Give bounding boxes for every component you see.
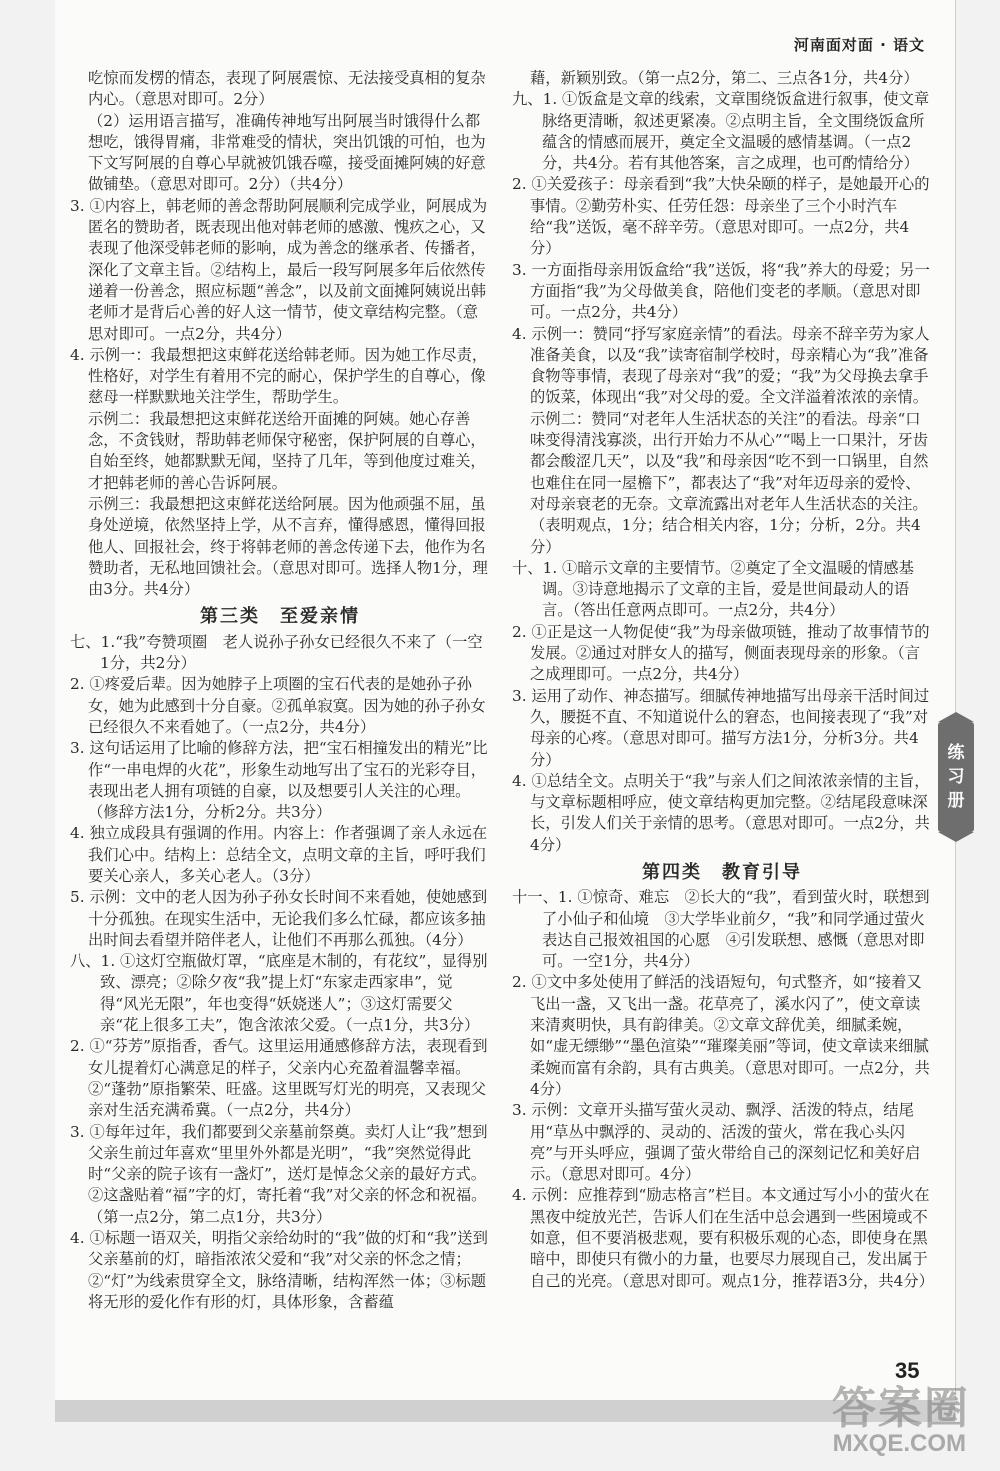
answer-paragraph: 示例三：我最想把这束鲜花送给阿展。因为他顽强不屈，虽身处逆境，依然坚持上学，从不言弃，懂得感恩，懂得回报他人、回报社会，终于将韩老师的善念传递下去，他作为名赞助者，无私地回馈社会。（意思对即可。选择人物1分，理由3分。共4分） — [88, 494, 488, 599]
tab-char-2: 习 — [947, 767, 965, 787]
answer-paragraph: 七、1.“我”夸赞项圈 老人说孙子孙女已经很久不来了（一空1分，共2分） — [70, 632, 483, 673]
answer-paragraph: 4. 示例一：我最想把这束鲜花送给韩老师。因为她工作尽责，性格好，对学生有着用不完的耐心，保护学生的自尊心，像慈母一样默默地关注学生，帮助学生。 — [70, 345, 488, 407]
answer-paragraph: 3. 这句话运用了比喻的修辞方法，把“宝石相撞发出的精光”比作“一串电焊的火花”，形象生动地写出了宝石的光彩夺目，表现出老人拥有项链的自豪，以及想要引人关注的心理。（修辞方法1分，分析2分。共3分） — [70, 739, 488, 822]
answer-paragraph: 示例二：我最想把这束鲜花送给开面摊的阿姨。她心存善念，不贪钱财，帮助韩老师保守秘密，保护阿展的自尊心，自始至终，她都默默无闻，坚持了几年，等到他度过难关，才把韩老师的善心告诉阿展。 — [88, 409, 486, 492]
answer-paragraph: 示例二：赞同“对老年人生活状态的关注”的看法。母亲“口味变得清浅寡淡，出行开始力不从心”“喝上一口果汁，牙齿都会酸涩几天”，以及“我”和母亲因“吃不到一口锅里，自然也难住在同一屋檐下”，都表达了“我”对年迈母亲的爱怜、对母亲衰老的无奈。文章流露出对老年人生活状态的关注。（表明观点，1分；结合相关内容，1分；分析，2分。共4分） — [530, 409, 929, 556]
answer-paragraph: 4. 示例：应推荐到“励志格言”栏目。本文通过写小小的萤火在黑夜中绽放光芒，告诉人们在生活中总会遇到一些困境或不如意，但不要消极悲观，要有积极乐观的心态，即使身在黑暗中，即使只有微小的力量，也要尽力展现自己，发出属于自己的光亮。（意思对即可。观点1分，推荐语3分，共4分） — [512, 1186, 934, 1290]
answer-paragraph: 3. ①每年过年，我们都要到父亲墓前祭奠。卖灯人让“我”想到父亲生前过年喜欢“里里外外都是光明”，“我”突然觉得此时“父亲的院子该有一盏灯”，送灯是悼念父亲的最好方式。②这盏贴着“福”字的灯，寄托着“我”对父亲的怀念和祝福。（第一点2分，第二点1分，共3分） — [70, 1122, 488, 1226]
page-header: 河南面对面 · 语文 — [793, 36, 925, 54]
section-title: 第三类 至爱亲情 — [200, 606, 360, 628]
watermark-logo: 答案圈 — [832, 1383, 970, 1434]
answer-paragraph: 3. 运用了动作、神态描写。细腻传神地描写出母亲干活时间过久，腰挺不直、不知道说什么的窘态，也间接表现了“我”对母亲的心疼。（意思对即可。描写方法1分，分析3分。共4分） — [512, 686, 930, 769]
exercise-book-tab — [938, 722, 974, 832]
bottom-bar — [55, 1400, 955, 1422]
answer-paragraph: 吃惊而发楞的情态，表现了阿展震惊、无法接受真相的复杂内心。（意思对即可。2分） — [88, 69, 486, 109]
answer-paragraph: 2. ①文中多处使用了鲜活的浅语短句，句式整齐，如“接着又飞出一盏，又飞出一盏。花草亮了，溪水闪了”，使文章读来清爽明快，具有韵律美。②文章文辞优美，细腻柔婉，如“虚无缥缈”“墨色渲染”“璀璨美丽”等词，使文章读来细腻柔婉而富有余韵，具有古典美。（意思对即可。一点2分，共4分） — [512, 973, 930, 1098]
answer-paragraph: 4. ①总结全文。点明关于“我”与亲人们之间浓浓亲情的主旨，与文章标题相呼应，使文章结构更加完整。②结尾段意味深长，引发人们关于亲情的思考。（意思对即可。一点2分，共4分） — [512, 771, 930, 854]
answer-paragraph: 十、1. ①暗示文章的主要情节。②奠定了全文温暖的情感基调。③诗意地揭示了文章的主旨，爱是世间最动人的语言。（答出任意两点即可。一点2分，共4分） — [512, 558, 914, 620]
answer-paragraph: 3. 一方面指母亲用饭盒给“我”送饭，将“我”养大的母爱；另一方面指“我”为父母做美食，陪他们变老的孝顺。（意思对即可。一点2分，共4分） — [512, 260, 930, 322]
answer-paragraph: 2. ①正是这一人物促使“我”为母亲做项链，推动了故事情节的发展。②通过对胖女人的描写，侧面表现母亲的形象。（言之成理即可。一点2分，共4分） — [512, 622, 930, 684]
right-column — [512, 68, 932, 1292]
answer-paragraph: 4. 示例一：赞同“抒写家庭亲情”的看法。母亲不辞辛劳为家人准备美食，以及“我”读寄宿制学校时，母亲精心为“我”准备食物等事情，表现了母亲对“我”的爱；“我”为父母换去拿手的饭菜，体现出“我”对父母的爱。全文洋溢着浓浓的亲情。 — [512, 324, 930, 407]
answer-paragraph: 2. ①疼爱后辈。因为她脖子上项圈的宝石代表的是她孙子孙女，她为此感到十分自豪。②孤单寂寞。因为她的孙子孙女已经很久不来看她了。（一点2分，共4分） — [70, 675, 486, 736]
page-number: 35 — [895, 1358, 920, 1383]
answer-paragraph: （2）运用语言描写，准确传神地写出阿展当时饿得什么都想吃，饿得胃痛，非常难受的情状，突出饥饿的可怕，也为下文写阿展的自尊心早就被饥饿吞噬，接受面摊阿姨的好意做铺垫。（意思对即可。2分）（共4分） — [88, 111, 486, 194]
answer-paragraph: 2. ①关爱孩子：母亲看到“我”大快朵颐的样子，是她最开心的事情。②勤劳朴实、任劳任怨：母亲坐了三个小时汽车给“我”送饭，毫不辞辛劳。（意思对即可。一点2分，共4分） — [512, 175, 930, 258]
answer-paragraph: 九、1. ①饭盒是文章的线索，文章围绕饭盒进行叙事，使文章脉络更清晰，叙述更紧凑。②点明主旨，全文围绕饭盒所蕴含的情感而展开，奠定全文温暖的感情基调。（一点2分，共4分。若有其他答案，言之成理，也可酌情给分） — [512, 90, 930, 173]
answer-paragraph: 3. ①内容上，韩老师的善念帮助阿展顺利完成学业，阿展成为匿名的赞助者，既表现出他对韩老师的感激、愧疚之心，又表现了他深受韩老师的影响，成为善念的继承者、传播者，深化了文章主旨。②结构上，最后一段写阿展多年后依然传递着一份善念，照应标题“善念”，以及前文面摊阿姨说出韩老师才是背后心善的好人这一情节，使文章结构完整。（意思对即可。一点2分，共4分） — [70, 196, 488, 343]
tab-char-3: 册 — [947, 791, 965, 811]
answer-paragraph: 2. ①“芬芳”原指香，香气。这里运用通感修辞方法，表现看到女儿提着灯心满意足的样子，父亲内心充盈着温馨幸福。②“蓬勃”原指繁荣、旺盛。这里既写灯光的明亮，又表现父亲对生活充满希冀。（一点2分，共4分） — [70, 1037, 488, 1120]
left-column — [70, 68, 490, 1313]
answer-paragraph: 藉，新颖别致。（第一点2分，第二、三点各1分，共4分） — [530, 69, 919, 87]
answer-paragraph: 4. ①标题一语双关，明指父亲给幼时的“我”做的灯和“我”送到父亲墓前的灯，暗指浓浓父爱和“我”对父亲的怀念之情；②“灯”为线索贯穿全文，脉络清晰，结构浑然一体；③标题将无形的爱化作有形的灯，具体形象，含蓄蕴 — [70, 1229, 488, 1311]
tab-char-1: 练 — [947, 743, 965, 763]
answer-paragraph: 3. 示例：文章开头描写萤火灵动、飘浮、活泼的特点，结尾用“草丛中飘浮的、灵动的、活泼的萤火，常在我心头闪亮”与开头呼应，强调了萤火带给自己的深刻记忆和美好启示。（意思对即可。4分） — [512, 1101, 921, 1184]
section-title: 第四类 教育引导 — [642, 861, 802, 883]
answer-paragraph: 十一、1. ①惊奇、难忘 ②长大的“我”，看到萤火时，联想到了小仙子和仙境 ③大学毕业前夕，“我”和同学通过萤火表达自己报效祖国的心愿 ④引发联想、感慨（意思对即可。一空1分，共4分） — [512, 888, 930, 971]
answer-paragraph: 4. 独立成段具有强调的作用。内容上：作者强调了亲人永远在我们心中。结构上：总结全文，点明文章的主旨，呼吁我们要关心亲人，多关心老人。（3分） — [70, 824, 488, 885]
watermark-url: MXQE.COM — [832, 1430, 966, 1457]
answer-paragraph: 5. 示例：文中的老人因为孙子孙女长时间不来看她，使她感到十分孤独。在现实生活中，无论我们多么忙碌，都应该多抽出时间去看望并陪伴老人，让他们不再那么孤独。（4分） — [70, 888, 488, 949]
answer-paragraph: 八、1. ①这灯空瓶做灯罩，“底座是木制的，有花纹”，显得别致、漂亮；②除夕夜“我”提上灯“东家走西家串”，觉得“风光无限”，年也变得“妖娆迷人”；③这灯需要父亲“花上很多工夫”，饱含浓浓父爱。（一点1分，共3分） — [70, 952, 488, 1035]
